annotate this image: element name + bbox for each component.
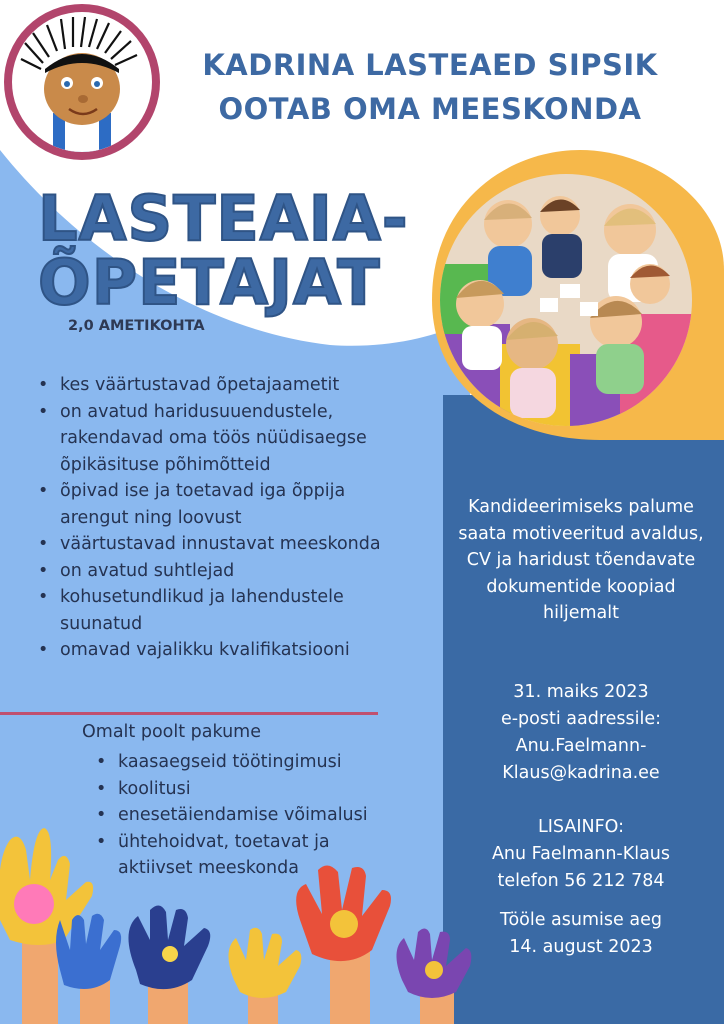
list-item: • kes väärtustavad õpetajaametit [34,372,404,399]
list-item: • enesetäiendamise võimalusi [92,802,402,829]
list-item: • kohusetundlikud ja lahendustele suunatud [34,584,404,637]
header-line-1: KADRINA LASTEAED SIPSIK [202,48,658,82]
list-item: • õpivad ise ja toetavad iga õppija arengut ning loovust [34,478,404,531]
hand-red-icon [296,865,391,1024]
hand-navy-icon [128,905,210,1024]
requirements-list [34,372,404,664]
contact-name: Anu Faelmann-Klaus [491,844,671,864]
list-item: • omavad vajalikku kvalifikatsiooni [34,637,404,664]
hand-yellow-icon [228,928,301,1024]
header-line-2: OOTAB OMA MEESKONDA [218,92,642,126]
list-item: • kaasaegseid töötingimusi [92,749,402,776]
title-line-1: LASTEAIA- [38,182,409,255]
start-date: 14. august 2023 [509,937,653,957]
children-photo [440,174,692,426]
offer-heading: Omalt poolt pakume [82,722,261,742]
application-deadline: 31. maiks 2023 [513,682,649,702]
positions-count: 2,0 AMETIKOHTA [68,318,205,334]
list-item: • on avatud suhtlejad [34,558,404,585]
title-line-2: ÕPETAJAT [38,246,381,319]
list-item: • koolitusi [92,776,402,803]
logo [3,3,161,161]
contact-phone: telefon 56 212 784 [497,871,665,891]
email-address-line-1: Anu.Faelmann- [515,736,647,756]
section-divider [0,712,378,715]
list-item: • on avatud haridusuuendustele, rakendavad oma töös nüüdisaegse õpikäsituse põhimõtteid [34,399,404,479]
info-heading: LISAINFO: [538,817,624,837]
application-text: Kandideerimiseks palume saata motiveeritud avaldus, CV ja haridust tõendavate dokumentide koopiad hiljemalt [458,497,704,623]
start-date-label: Tööle asumise aeg [500,910,662,930]
painted-hands-illustration [0,820,724,1024]
hand-purple-icon [396,928,471,1024]
list-item: • ühtehoidvat, toetavat ja aktiivset meeskonda [92,829,402,882]
email-intro: e-posti aadressile: [500,709,662,729]
email-address-line-2: Klaus@kadrina.ee [502,763,660,783]
list-item: • väärtustavad innustavat meeskonda [34,531,404,558]
